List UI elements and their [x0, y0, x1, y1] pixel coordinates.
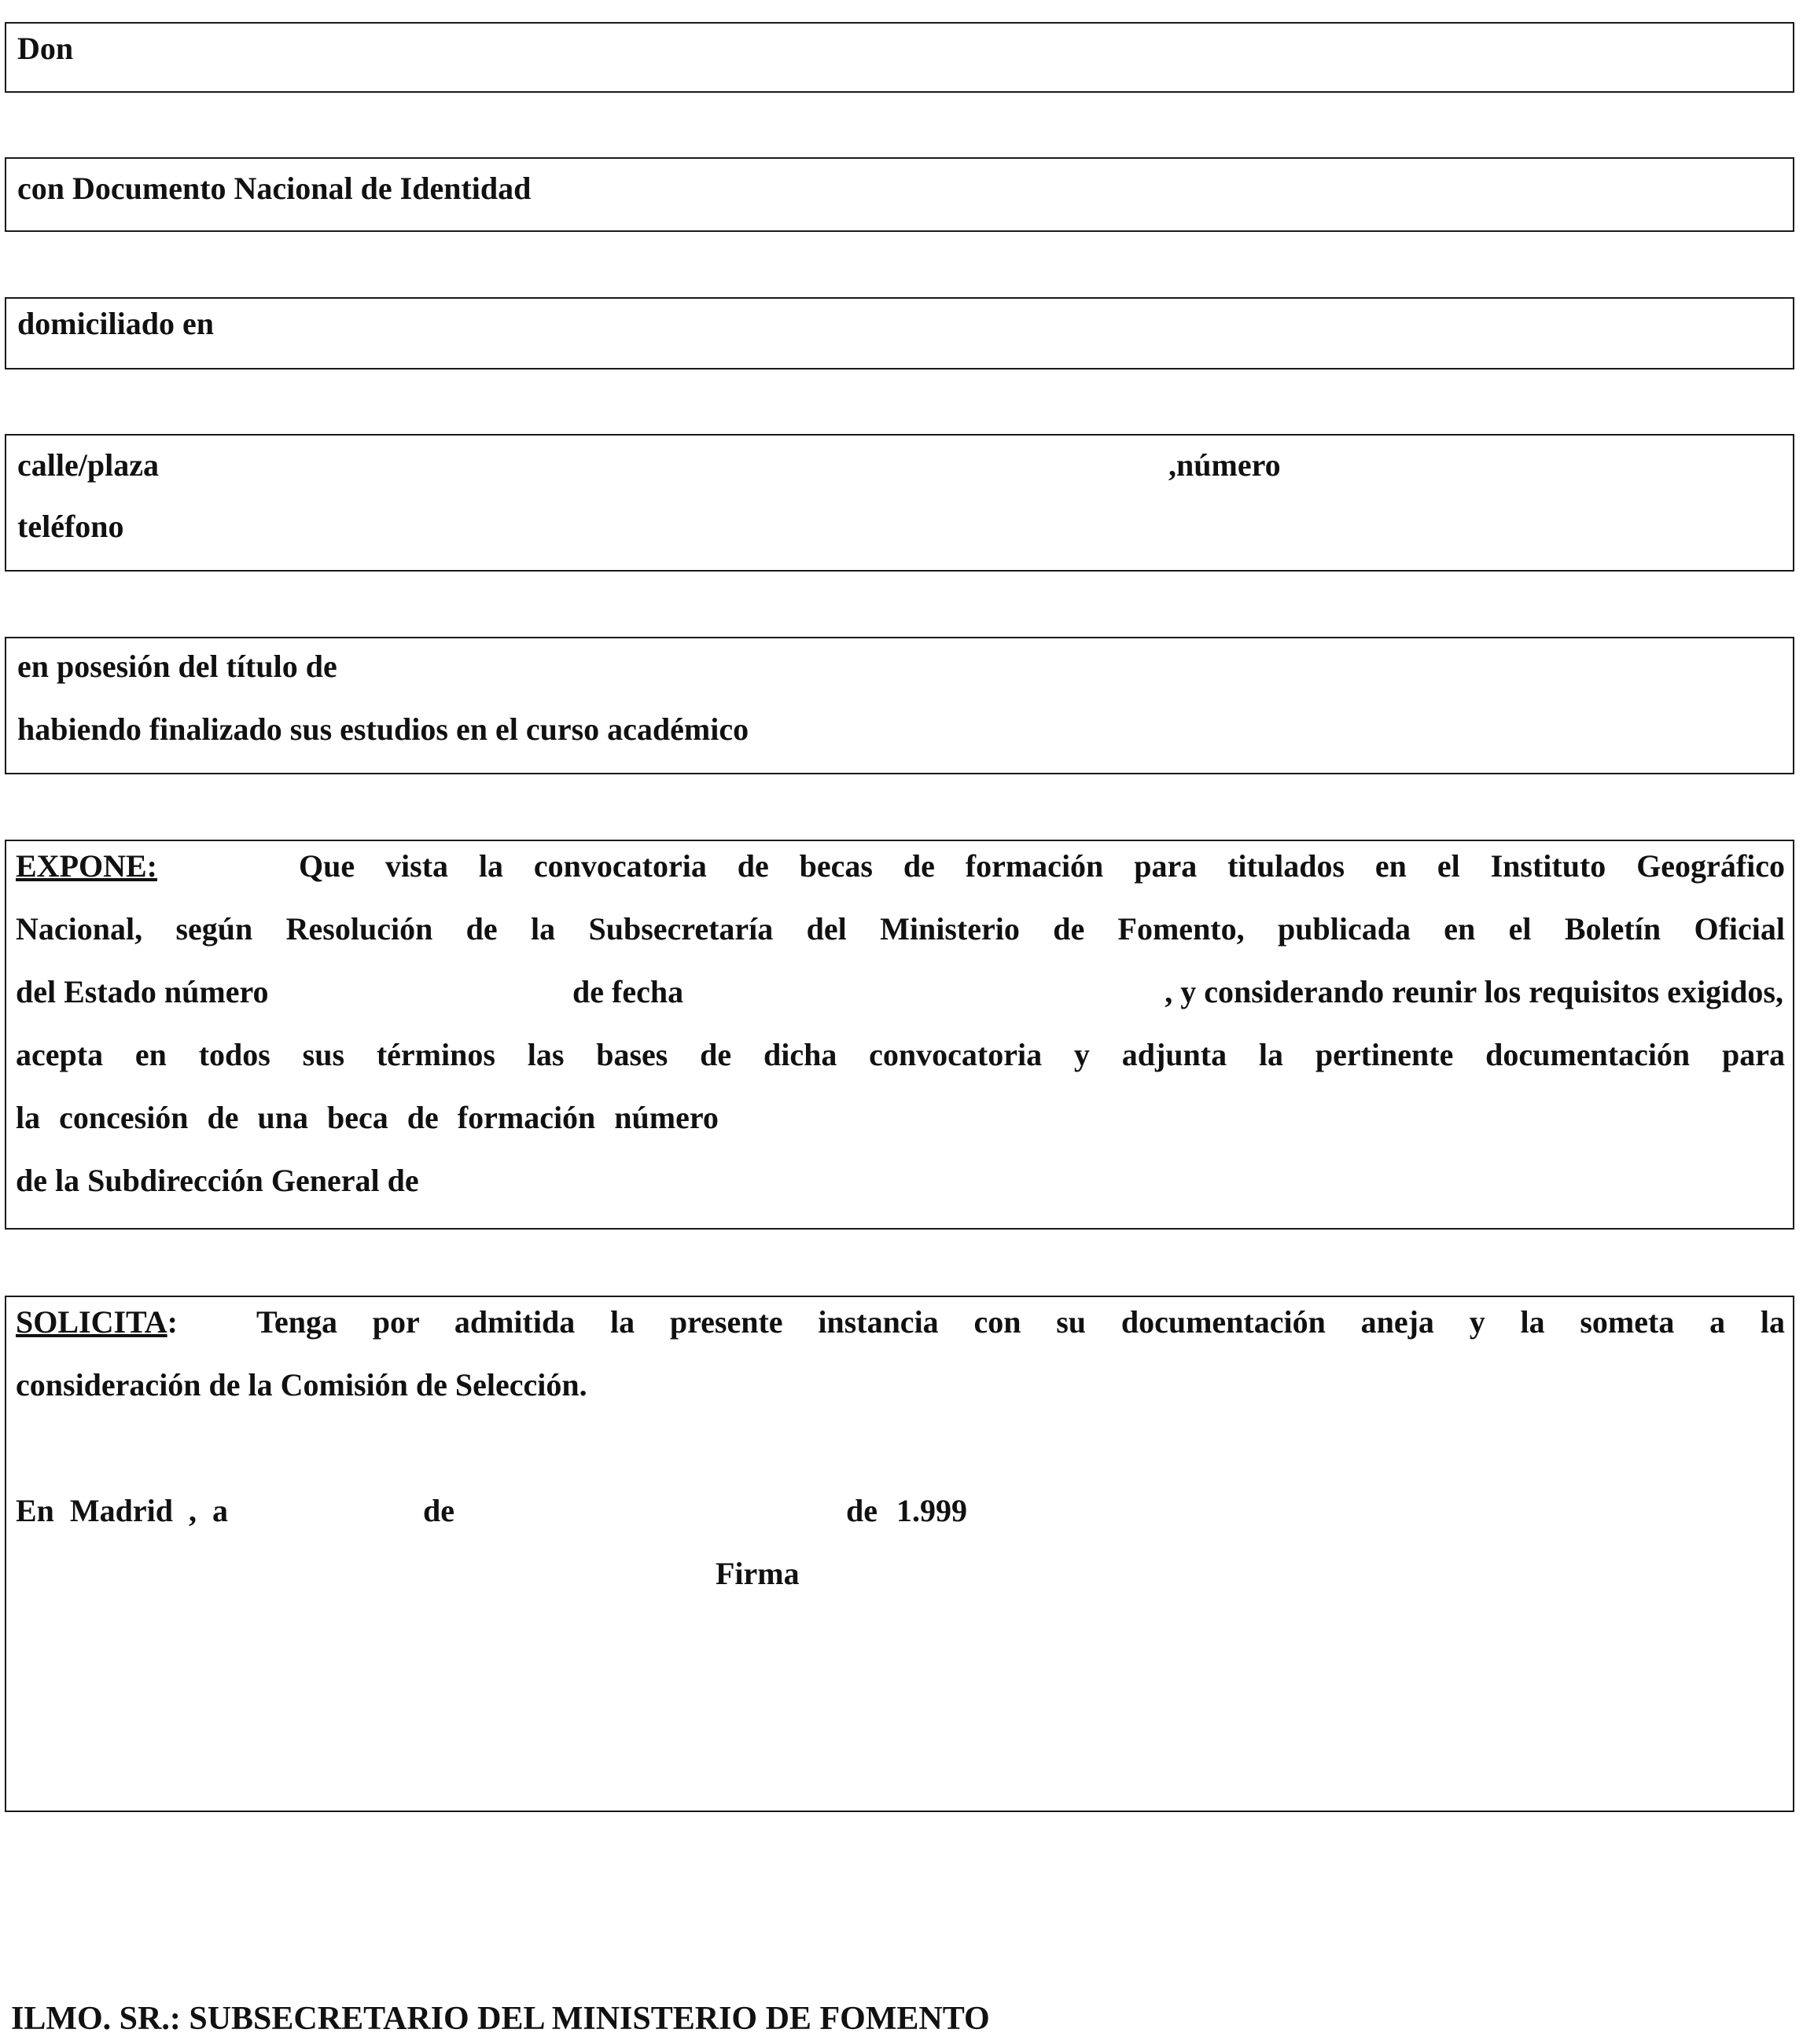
dni-field-box[interactable]: [5, 157, 1794, 232]
place-date-b: de: [423, 1493, 454, 1528]
don-field-box[interactable]: [5, 22, 1794, 93]
expone-line-3a: del Estado número: [16, 974, 269, 1009]
solicita-line-1: Tenga por admitida la presente instancia con su documentación aneja y la someta a la: [256, 1304, 1785, 1340]
place-date-a: En Madrid , a: [16, 1493, 229, 1528]
solicita-box: [5, 1296, 1794, 1812]
address-field-box[interactable]: [5, 434, 1794, 572]
addressee: ILMO. SR.: SUBSECRETARIO DEL MINISTERIO DE FOMENTO: [11, 2001, 990, 2037]
expone-line-4: acepta en todos sus términos las bases de dicha convocatoria y adjunta la pertinente documentación para: [16, 1037, 1785, 1072]
expone-box: [5, 840, 1794, 1230]
place-date-c: de 1.999: [846, 1493, 967, 1528]
expone-line-2: Nacional, según Resolución de la Subsecretaría del Ministerio de Fomento, publicada en el Boletín Oficial: [16, 911, 1785, 947]
firma-label: Firma: [716, 1556, 800, 1591]
domicilio-label: domiciliado en: [17, 306, 215, 341]
expone-line-3b: de fecha: [572, 974, 684, 1009]
solicita-line-2: consideración de la Comisión de Selección.: [16, 1367, 587, 1402]
telefono-label: teléfono: [17, 509, 124, 544]
expone-line-6: de la Subdirección General de: [16, 1163, 419, 1198]
solicita-heading: SOLICITA: [16, 1304, 167, 1340]
numero-label: ,número: [1168, 447, 1281, 483]
expone-line-5: la concesión de una beca de formación número: [16, 1100, 719, 1135]
don-label: Don: [17, 31, 74, 66]
dni-label: con Documento Nacional de Identidad: [17, 171, 532, 206]
solicita-colon: :: [167, 1304, 178, 1340]
domicilio-field-box[interactable]: [5, 297, 1794, 369]
curso-label: habiendo finalizado sus estudios en el curso académico: [17, 711, 749, 747]
calle-label: calle/plaza: [17, 447, 159, 483]
studies-field-box[interactable]: [5, 637, 1794, 774]
expone-line-3c: , y considerando reunir los requisitos exigidos,: [1165, 974, 1783, 1009]
solicita-heading-wrap: [16, 1303, 178, 1341]
expone-line-1: Que vista la convocatoria de becas de formación para titulados en el Instituto Geográfico: [299, 848, 1785, 884]
expone-heading: EXPONE:: [16, 848, 157, 884]
titulo-label: en posesión del título de: [17, 649, 337, 684]
